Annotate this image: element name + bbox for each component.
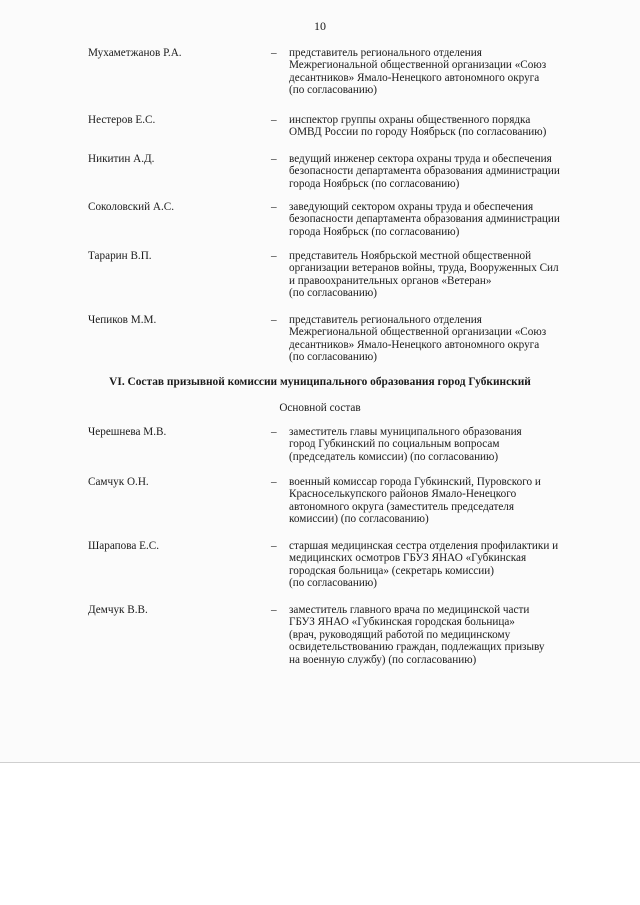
role-line: заместитель главы муниципального образования [289, 426, 522, 438]
dash-separator: – [271, 153, 277, 165]
role-line: (врач, руководящий работой по медицинскому [289, 628, 511, 641]
role-line: (по согласованию) [289, 84, 377, 97]
dash-separator: – [271, 114, 277, 126]
dash-separator: – [271, 604, 277, 616]
role-line: десантников» Ямало-Ненецкого автономного округа [289, 71, 540, 84]
role-line: организации ветеранов войны, труда, Вооруженных Сил [289, 262, 559, 275]
member-role [289, 250, 614, 300]
role-line: ОМВД России по городу Ноябрьск (по согласованию) [289, 126, 547, 139]
dash-separator: – [271, 540, 277, 552]
role-line: старшая медицинская сестра отделения профилактики и [289, 540, 559, 552]
role-line: Межрегиональной общественной организации «Союз [289, 59, 547, 72]
subsection-title: Основной состав [279, 402, 361, 414]
member-name: Шарапова Е.С. [88, 540, 160, 552]
section-title: VI. Состав призывной комиссии муниципального образования город Губкинский [109, 376, 531, 388]
role-line: и правоохранительных органов «Ветеран» [289, 274, 492, 287]
role-line: ведущий инженер сектора охраны труда и обеспечения [289, 153, 552, 165]
role-line: представитель регионального отделения [289, 47, 482, 59]
member-role [289, 314, 614, 364]
member-role [289, 201, 614, 238]
dash-separator: – [271, 314, 277, 326]
dash-separator: – [271, 201, 277, 213]
member-role [289, 476, 614, 526]
role-line: города Ноябрьск (по согласованию) [289, 177, 460, 190]
role-line: медицинских осмотров ГБУЗ ЯНАО «Губкинская [289, 552, 527, 565]
member-name: Демчук В.В. [88, 604, 148, 616]
member-name: Самчук О.Н. [88, 476, 149, 488]
member-role [289, 153, 614, 190]
role-line: городская больница» (секретарь комиссии) [289, 564, 494, 577]
page-number: 10 [314, 19, 326, 33]
role-line: безопасности департамента образования администрации [289, 213, 560, 226]
member-name: Тарарин В.П. [88, 250, 152, 262]
member-name: Чепиков М.М. [88, 314, 157, 326]
role-line: город Губкинский по социальным вопросам [289, 438, 500, 451]
role-line: на военную службу) (по согласованию) [289, 653, 477, 666]
member-name: Соколовский А.С. [88, 201, 175, 213]
role-line: (по согласованию) [289, 577, 377, 590]
member-name: Мухаметжанов Р.А. [88, 47, 182, 59]
role-line: Межрегиональной общественной организации «Союз [289, 326, 547, 339]
member-role [289, 47, 614, 97]
role-line: безопасности департамента образования администрации [289, 165, 560, 178]
role-line: (председатель комиссии) (по согласованию) [289, 450, 499, 463]
role-line: заведующий сектором охраны труда и обеспечения [289, 201, 534, 213]
role-line: заместитель главного врача по медицинской части [289, 604, 530, 616]
role-line: военный комиссар города Губкинский, Пуровского и [289, 476, 541, 488]
role-line: (по согласованию) [289, 351, 377, 364]
dash-separator: – [271, 250, 277, 262]
role-line: города Ноябрьск (по согласованию) [289, 225, 460, 238]
member-role [289, 114, 614, 139]
role-line: представитель регионального отделения [289, 314, 482, 326]
member-role [289, 540, 614, 590]
role-line: десантников» Ямало-Ненецкого автономного округа [289, 338, 540, 351]
role-line: Красноселькупского районов Ямало-Ненецкого [289, 488, 517, 501]
member-role [289, 604, 614, 666]
member-name: Никитин А.Д. [88, 153, 155, 165]
member-role [289, 426, 614, 463]
dash-separator: – [271, 47, 277, 59]
dash-separator: – [271, 426, 277, 438]
dash-separator: – [271, 476, 277, 488]
role-line: комиссии) (по согласованию) [289, 513, 429, 526]
role-line: ГБУЗ ЯНАО «Губкинская городская больница» [289, 616, 515, 629]
role-line: инспектор группы охраны общественного порядка [289, 114, 531, 126]
member-name: Нестеров Е.С. [88, 114, 156, 126]
role-line: (по согласованию) [289, 287, 377, 300]
role-line: освидетельствованию граждан, подлежащих призыву [289, 641, 545, 654]
role-line: представитель Ноябрьской местной общественной [289, 250, 532, 262]
role-line: автономного округа (заместитель председателя [289, 500, 515, 513]
member-name: Черешнева М.В. [88, 426, 167, 438]
